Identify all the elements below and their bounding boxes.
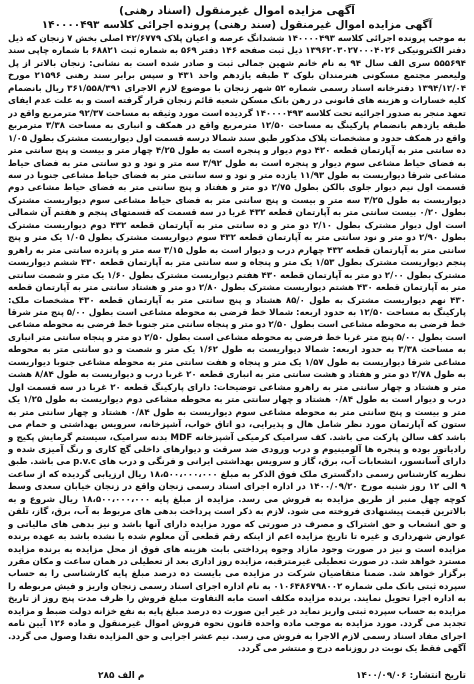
notice-title: آگهی مزایده اموال غیرمنقول (اسناد رهنی) [119,4,355,17]
reference-code: م الف ۲۸۵ [98,671,145,681]
notice-body: به موجب پرونده اجرائی کلاسه ۱۴۰۰۰۰۴۹۳ ششدانگ عرصه و اعیان پلاک ۴۲/۶۷۷۹ اصلی بخش ۷ زنجان که ذیل دفتر الکترونیکی ۱۳۹۶۲۰۳۰۲۷۰۰۰۴۰۲۶ ذیل ثبت صفحه ۱۴۶ دفتر ۵۶۹ به شماره ثبت ۶۸۸۲۱ با شماره چاپی سند ۵۵۵۶۹۴ سری الف سال ۹۴ به نام خانم شهین جمالی ثبت و صادر شده است به نشانی: زنجان بالاتر از پل ولیعصر مجتمع مسکونی هنرمندان بلوک ۳ طبقه یازدهم واحد ۴۳۱ و سپس برابر سند رهنی ۲۱۵۹۶ مورخ ۱۳۹۴/۱۲/۰۴ دفترخانه اسناد رسمی شماره ۵۲ شهر زنجان با موضوع لازم الاجرای ۳۶۱/۵۵۸/۳۹۱ ریال بانضمام کلیه خسارات و هزینه های قانونی در رهن بانک مسکن شعبه قائم زنجان قرار گرفته است و به علت عدم ایفای تعهد منجر به صدور اجرائیه تحت کلاسه ۱۴۰۰۰۰۴۹۳ گردیده است مورد وثیقه به مساحت ۹۲/۳۷ مترمربع واقع در طبقه یازدهم بانضمام پارکینگ به مساحت ۱۲/۵۰ مترمربع واقع در همکف و انباری به مساحت ۳/۳۸ مترمربع واقع در همکف حدود و مشخصات پلاک مذکور طبق سند شمالا درسه قسمت اول دیواریست مشترک بطول ۱/۰۵ ده سانتی متر به آپارتمان قطعه ۴۲۰ دوم دیوار و پنجره است به طول ۴/۲۵ چهار متر و بیست و پنج سانتی متر به فضای حیاط مشاعی سوم دیوار و پنجره است به طول ۳/۹۲ سه متر و نود و دو سانتی متر به فضای حیاط مشاعی شرقا دیواریست به طول ۱۱/۹۳ یازده متر و نود و سه سانتی متر به فضای حیاط مشاعی جنوبا در سه قسمت اول نیم دیوار جلوی بالکن بطول ۲/۷۵ دو متر و هفتاد و پنج سانتی متر به فضای حیاط مشاعی دوم دیواریست به طول ۳/۲۵ سه متر و بیست و پنج سانتی متر به فضای حیاط مشاعی سوم دیواریست مشترک بطول ۰/۲۰ بیست سانتی متر به آپارتمان قطعه ۴۳۲ غربا در سه قسمت که قسمتهای پنجم و هفتم آن شمالی است اول دیوار مشترک بطول ۲/۱۰ دو متر و ده سانتی متر به آپارتمان قطعه ۴۳۲ دوم دیواریست مشترک بطول ۲/۹۰ دو متر و نود سانتی متر به آپارتمان قطعه ۴۳۲ سوم دیواریست مشترک بطول ۱/۰۵ یک متر و پنج سانتی متر به آپارتمان قطعه ۴۳۲ چهارم درب و دیوار است به طول ۳/۱۵ سه متر و پانزده سانتی متر به راهرو پنجم دیواریست مشترک بطول ۱/۵۳ یک متر و پنجاه و سه سانتی متر به آپارتمان قطعه ۴۳۰ ششم دیواریست مشترک بطول ۲/۰۰ دو متر به آپارتمان قطعه ۴۳۰ هفتم دیواریست مشترک بطول ۱/۶۰ یک متر و شصت سانتی متر به آپارتمان قطعه ۴۳۰ هشتم دیواریست مشترک بطول ۲/۸۰ دو متر و هشتاد سانتی متر به آپارتمان قطعه ۴۳۰ نهم دیواریست مشترک به طول ۸۵/۰ هشتاد و پنج سانتی متر به آپارتمان قطعه ۴۳۰ مشخصات ملک: پارکینگ به مساحت ۱۲/۵۰ به حدود اربعه: شمالا خط فرضی به محوطه مشاعی است بطول ۵/۰۰ پنج متر شرقا خط فرضی به محوطه مشاعی است بطول ۲/۵۰ دو متر و پنجاه سانتی متر جنوبا خط فرضی به محوطه مشاعی است بطول ۵/۰۰ پنج متر غربا خط فرضی به محوطه مشاعی است بطول ۲/۵۰ دو متر و پنجاه سانتی متر انباری به مساحت ۳/۳۸ به حدود اربعه: شمالا دیواریست به طول ۱/۶۲ یک متر و شصت و دو سانتی متر به محوطه مشاعی شرقا دیواریست به طول ۱/۵۷ یک متر و پنجاه و هفت سانتی متر به محوطه مشاعی جنوبا دیواریست به طول ۲/۷۸ دو متر و هفتاد و هشت سانتی متر به انباری قطعه ۲۰ غربا درب و دیواریست به طول ۸/۸۴ هشت متر و هشتاد و چهار سانتی متر به راهرو مشاعی توضیحات: دارای پارکینگ قطعه ۲۰ غربا در سه قسمت اول درب و دیوار است به طول ۰/۸۴ هشتاد و چهار سانتی متر به محوطه مشاعی دوم دیواریست به طول ۱/۲۵ یک متر و بیست و پنج سانتی متر به محوطه مشاعی سوم دیواریست به طول ۰/۸۴ هشتاد و چهار سانتی متر به ستون که آپارتمان مورد نظر شامل هال و پذیرایی، دو اتاق خواب، آشپزخانه، سرویس بهداشتی و حمام می باشد کف سالن پارکت می باشد. کف سرامیک کرمیکی آشپزخانه MDF بدنه سرامیک، سیستم گرمایش پکیج و رادیاتور بوده و پنجره ها آلومینیوم و درب ورودی ضد سرقت و دیوارهای داخلی گچ کاری و رنگ آمیزی شده و دارای آسانسور، انشعابات آب، برق، گاز و سرویس بهداشتی ایرانی و فرنگی و درب های p.v.c می باشد. طبق نظریه کارشناس رسمی دادگستری ملک فوق الذکر به مبلغ ۱۸،۵۰۰،۰۰۰،۰۰۰ ریال ارزیابی گردیده که از ساعت ۹ الی ۱۲ روز شنبه مورخ ۱۴۰۰/۰۹/۲۰ در اداره اجرای اسناد رسمی زنجان واقع در زنجان خیابان سعدی وسط کوچه چهل منبر از طریق مزایده به فروش می رسد. مزایده از مبلغ پایه ۱۸،۵۰۰،۰۰۰،۰۰۰ ریال شروع و به بالاترین قیمت پیشنهادی فروخته می شود. لازم به ذکر است پرداخت بدهی های مربوط به آب، برق، گاز، تلفن و حق انشعاب و حق اشتراک و مصرف در صورتی که مورد مزایده دارای آنها باشد و نیز بدهی های مالیاتی و عوارض شهرداری و غیره تا تاریخ مزایده اعم از اینکه رقم قطعی آن معلوم شده یا نشده باشد به عهده برنده مزایده است و نیز در صورت وجود مازاد وجوه پرداختی بابت هزینه های فوق از محل مزایده به برنده مزایده مسترد خواهد شد. در صورت تعطیلی غیرمترقبه، مزایده روز اداری بعد از تعطیلی در همان ساعت و مکان مقرر برگزار خواهد شد. ضمنا متقاضیان شرکت در مزایده می بایست ده درصد مبلغ پایه کارشناسی را به حساب سپرده ثبتی بانک ملی شماره ۰۱۰۶۴۸۶۷۹۸۰۰۲ به نام اداره اجرای اسناد رسمی زنجان واریز و فیش مربوطه را به اداره اجرا تحویل نمایند. برنده مزایده مکلف است مابه التفاوت مبلغ فروش را ظرف مدت پنج روز از تاریخ مزایده به حساب سپرده ثبتی واریز نماید در غیر این صورت ده درصد مبلغ پایه به نفع خزانه دولت ضبط و مزایده تجدید می گردد. مورد مزایده به موجب ماده واحده قانون نحوه فروش اموال غیرمنقول و ماده ۱۲۶ آیین نامه اجرای مفاد اسناد رسمی لازم الاجرا به فروش می رسد. نیم عشر اجرایی و حق المزایده نقدا وصول می گردد. آگهی فقط یک نوبت در روزنامه درج و منتشر می گردد. [8,34,466,655]
notice-footer [8,670,466,682]
notice-subtitle: آگهی مزایده اموال غیرمنقول (سند رهنی) پرونده اجرائی کلاسه ۱۴۰۰۰۰۴۹۳ [41,19,433,31]
publication-date: تاریخ انتشار: ۱۴۰۰/۰۹/۰۶ [355,671,466,681]
